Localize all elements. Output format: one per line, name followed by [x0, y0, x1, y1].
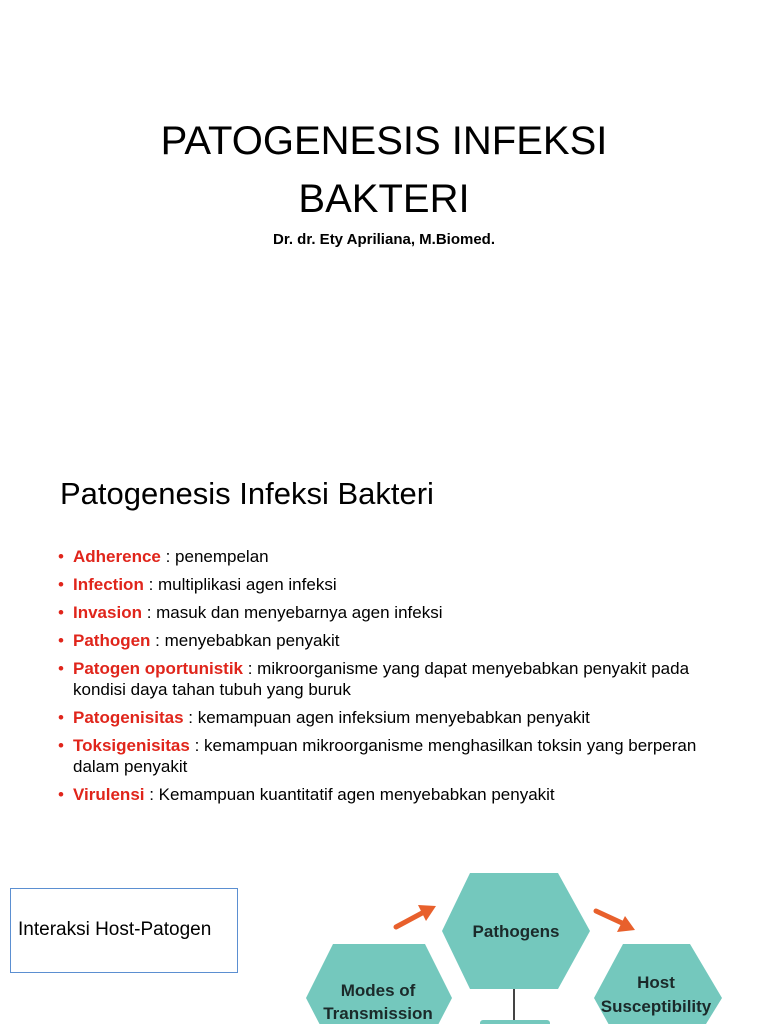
host-pathogen-label: Interaksi Host-Patogen	[18, 919, 212, 940]
term: Infection	[73, 575, 144, 594]
definition: : Kemampuan kuantitatif agen menyebabkan penyakit	[144, 785, 555, 804]
author-subtitle: Dr. dr. Ety Apriliana, M.Biomed.	[273, 231, 495, 248]
title-slide	[0, 0, 768, 432]
bullet-dot: •	[58, 736, 64, 755]
term: Adherence	[73, 547, 161, 566]
term: Pathogen	[73, 631, 151, 650]
bullet-dot: •	[58, 785, 64, 804]
definition: : multiplikasi agen infeksi	[143, 575, 337, 594]
definition: : kemampuan agen infeksium menyebabkan penyakit	[183, 708, 590, 727]
host-label-line-2: Susceptibility	[600, 997, 712, 1016]
list-item	[58, 630, 728, 651]
list-item	[58, 574, 728, 595]
term: Patogen oportunistik	[73, 659, 243, 678]
host-label-line-1: Host	[637, 973, 675, 992]
term: Toksigenisitas	[73, 736, 190, 755]
host-pathogen-slide	[0, 850, 768, 1024]
list-item	[58, 784, 728, 805]
definitions-slide	[0, 432, 768, 850]
bullet-dot: •	[58, 631, 64, 650]
modes-label-line-1: Modes of	[340, 981, 416, 1000]
host-pathogen-diagram	[0, 850, 768, 1024]
definition: : masuk dan menyebarnya agen infeksi	[141, 603, 443, 622]
title-line-1: PATOGENESIS INFEKSI	[160, 119, 608, 163]
bullet-dot: •	[58, 547, 64, 566]
definition: : penempelan	[160, 547, 269, 566]
list-item	[58, 658, 728, 700]
bottom-hexagon-edge	[480, 1020, 550, 1024]
definitions-list	[58, 546, 728, 812]
list-item	[58, 546, 728, 567]
title-slide-heading	[0, 112, 768, 228]
term: Patogenisitas	[73, 708, 184, 727]
title-line-2: BAKTERI	[298, 177, 470, 221]
definition: : menyebabkan penyakit	[150, 631, 340, 650]
definition: : mikroorganisme yang dapat menyebabkan penyakit pada kondisi daya tahan tubuh yang buruk	[73, 659, 690, 699]
term: Invasion	[73, 603, 142, 622]
bullet-dot: •	[58, 708, 64, 727]
arrow-left-icon	[396, 905, 436, 927]
list-item	[58, 602, 728, 623]
bullet-dot: •	[58, 575, 64, 594]
definition: : kemampuan mikroorganisme menghasilkan toksin yang berperan dalam penyakit	[73, 736, 697, 776]
bullet-dot: •	[58, 603, 64, 622]
bullet-dot: •	[58, 659, 64, 678]
modes-label-line-2: Transmission	[323, 1004, 433, 1023]
list-item	[58, 735, 728, 777]
arrow-right-icon	[596, 911, 635, 932]
pathogens-label: Pathogens	[472, 922, 560, 941]
definitions-slide-title: Patogenesis Infeksi Bakteri	[60, 476, 434, 511]
term: Virulensi	[73, 785, 145, 804]
list-item	[58, 707, 728, 728]
